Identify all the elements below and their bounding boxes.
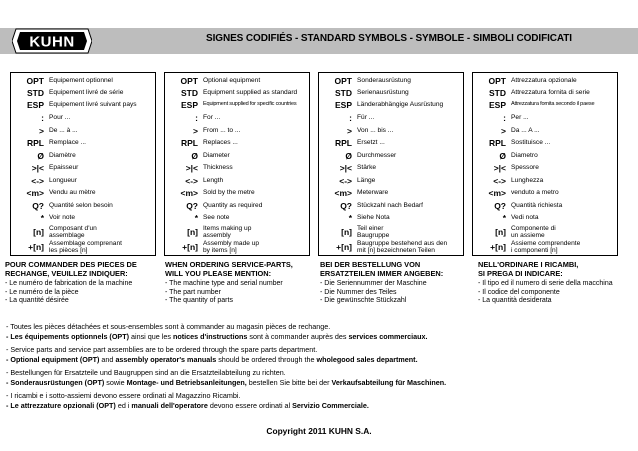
ordering-heading: WILL YOU PLEASE MENTION: xyxy=(165,269,272,278)
symbol-description: Assemblage comprenant les pièces [n] xyxy=(49,240,122,255)
symbol-row xyxy=(473,163,617,173)
symbol-description: Items making up assembly xyxy=(203,225,252,240)
symbol-row xyxy=(319,188,463,198)
symbol-code: RPL xyxy=(27,138,44,148)
symbol-code: : xyxy=(195,113,198,123)
symbol-row xyxy=(11,113,155,123)
symbol-row xyxy=(165,151,309,161)
symbol-description: Longueur xyxy=(49,177,77,185)
ordering-fr xyxy=(5,260,157,306)
ordering-it xyxy=(478,260,630,306)
symbol-description: Componente di un assieme xyxy=(511,225,556,240)
symbol-row xyxy=(319,213,463,223)
symbol-description: Equipement livré de série xyxy=(49,89,124,97)
symbol-code: Ø xyxy=(499,151,506,161)
symbol-row xyxy=(11,188,155,198)
symbol-row xyxy=(473,138,617,148)
symbol-row xyxy=(165,213,309,223)
symbol-code: RPL xyxy=(335,138,352,148)
symbol-row xyxy=(319,88,463,98)
symbol-row xyxy=(473,225,617,240)
symbol-row xyxy=(473,126,617,136)
symbol-description: Epaisseur xyxy=(49,164,79,172)
note-en xyxy=(6,345,632,364)
symbol-description: De ... à ... xyxy=(49,127,78,135)
symbol-code: Q? xyxy=(494,201,506,211)
symbol-code: <m> xyxy=(334,188,352,198)
symbol-code: > xyxy=(193,126,198,136)
symbol-description: Quantity as required xyxy=(203,202,263,210)
symbol-code: OPT xyxy=(180,76,198,86)
symbol-row xyxy=(11,76,155,86)
symbols-box-it xyxy=(472,72,618,256)
symbol-code: Ø xyxy=(345,151,352,161)
symbol-description: Lunghezza xyxy=(511,177,544,185)
symbol-description: Equipement optionnel xyxy=(49,77,113,85)
symbol-code: Ø xyxy=(191,151,198,161)
symbol-code: : xyxy=(349,113,352,123)
symbol-description: Für ... xyxy=(357,114,375,122)
symbol-row xyxy=(473,151,617,161)
symbol-code: [n] xyxy=(495,227,506,238)
symbol-row xyxy=(11,176,155,186)
symbol-row xyxy=(165,76,309,86)
symbol-description: For ... xyxy=(203,114,221,122)
symbol-description: Durchmesser xyxy=(357,152,397,160)
symbol-code: > xyxy=(39,126,44,136)
symbol-description: Diamètre xyxy=(49,152,76,160)
symbol-row xyxy=(11,100,155,110)
symbol-description: Ersetzt ... xyxy=(357,139,385,147)
symbol-description: Diametro xyxy=(511,152,538,160)
symbol-row xyxy=(11,88,155,98)
copyright: Copyright 2011 KUHN S.A. xyxy=(266,426,372,436)
symbol-row xyxy=(473,76,617,86)
symbol-row xyxy=(165,176,309,186)
symbol-row xyxy=(11,201,155,211)
symbol-code: <-> xyxy=(31,176,44,186)
symbol-description: Quantità richiesta xyxy=(511,202,563,210)
symbol-description: Baugruppe bestehend aus den mit [n] bezeichneten Teilen xyxy=(357,240,448,255)
symbol-code: <m> xyxy=(180,188,198,198)
symbol-row xyxy=(165,225,309,240)
symbol-description: Länderabhängige Ausrüstung xyxy=(357,101,444,109)
symbol-row xyxy=(473,213,617,223)
symbol-code: Q? xyxy=(340,201,352,211)
symbol-description: Serienausrüstung xyxy=(357,89,409,97)
symbol-code: [n] xyxy=(33,227,44,238)
ordering-item: - Le numéro de la pièce xyxy=(5,288,79,296)
symbol-code: STD xyxy=(27,88,44,98)
symbol-description: Stärke xyxy=(357,164,377,172)
symbol-description: Teil einer Baugruppe xyxy=(357,225,390,240)
symbol-description: From ... to ... xyxy=(203,127,241,135)
symbol-row xyxy=(319,126,463,136)
symbol-row xyxy=(319,138,463,148)
symbol-code: >|< xyxy=(185,163,198,173)
ordering-en xyxy=(165,260,317,306)
ordering-heading: RECHANGE, VEUILLEZ INDIQUER: xyxy=(5,269,128,278)
symbol-description: Siehe Nota xyxy=(357,214,390,222)
note-line: - Le attrezzature opzionali (OPT) ed i manuali dell'operatore devono essere ordinati al Servizio Commerciale. xyxy=(6,400,369,410)
ordering-heading: NELL'ORDINARE I RICAMBI, xyxy=(478,260,579,269)
symbol-code: Q? xyxy=(186,201,198,211)
symbol-row xyxy=(319,100,463,110)
symbol-row xyxy=(319,225,463,240)
symbol-code: [n] xyxy=(187,227,198,238)
symbol-code: STD xyxy=(335,88,352,98)
symbol-description: Sonderausrüstung xyxy=(357,77,411,85)
ordering-item: - Il codice del componente xyxy=(478,288,560,296)
note-line: - I ricambi e i sotto-assiemi devono essere ordinati al Magazzino Ricambi. xyxy=(6,391,241,400)
symbol-row xyxy=(11,151,155,161)
symbol-description: Length xyxy=(203,177,224,185)
symbol-row xyxy=(11,138,155,148)
symbol-code: <-> xyxy=(185,176,198,186)
ordering-item: - La quantité désirée xyxy=(5,297,69,305)
note-line: - Sonderausrüstungen (OPT) sowie Montage- und Betriebsanleitungen, bestellen Sie bitte bei der Verkaufsabteilung für Maschinen. xyxy=(6,377,447,387)
symbol-code: >|< xyxy=(339,163,352,173)
symbol-description: Meterware xyxy=(357,189,389,197)
symbol-description: Sold by the metre xyxy=(203,189,255,197)
symbol-code: ESP xyxy=(180,100,198,110)
ordering-item: - Die Nummer des Teiles xyxy=(320,288,397,296)
symbol-description: Attrezzatura fornita di serie xyxy=(511,89,590,97)
symbol-description: Attrezzatura fornita secondo il paese xyxy=(511,101,595,108)
symbol-description: Stückzahl nach Bedarf xyxy=(357,202,423,210)
ordering-heading: POUR COMMANDER DES PIECES DE xyxy=(5,260,137,269)
note-line: - Bestellungen für Ersatzteile und Baugruppen sind an die Ersatzteilabteilung zu richten. xyxy=(6,368,286,377)
symbol-row xyxy=(319,176,463,186)
symbol-code: STD xyxy=(181,88,198,98)
symbol-row xyxy=(473,240,617,255)
note-line: - Service parts and service part assemblies are to be ordered through the spare parts department. xyxy=(6,345,318,354)
symbol-code: * xyxy=(40,213,44,223)
symbol-description: Diameter xyxy=(203,152,230,160)
symbol-row xyxy=(473,188,617,198)
symbol-code: ESP xyxy=(488,100,506,110)
symbol-code: RPL xyxy=(489,138,506,148)
symbol-description: Remplace ... xyxy=(49,139,87,147)
ordering-heading: SI PREGA DI INDICARE: xyxy=(478,269,563,278)
ordering-item: - Le numéro de fabrication de la machine xyxy=(5,280,133,287)
ordering-heading: ERSATZTEILEN IMMER ANGEBEN: xyxy=(320,269,444,278)
symbol-row xyxy=(11,240,155,255)
symbol-description: Assembly made up by items [n] xyxy=(203,240,260,255)
symbol-description: Replaces ... xyxy=(203,139,238,147)
ordering-item: - Die gewünschte Stückzahl xyxy=(320,297,407,305)
symbol-description: Pour ... xyxy=(49,114,71,122)
symbol-code: RPL xyxy=(181,138,198,148)
symbol-row xyxy=(319,240,463,255)
symbol-code: <m> xyxy=(488,188,506,198)
symbol-row xyxy=(319,151,463,161)
ordering-item: - The machine type and serial number xyxy=(165,280,283,287)
symbol-code: * xyxy=(348,213,352,223)
symbol-description: Sostituisce ... xyxy=(511,139,551,147)
symbol-code: <-> xyxy=(339,176,352,186)
symbol-row xyxy=(11,163,155,173)
symbol-description: Equipment supplied for specific countries xyxy=(203,101,297,108)
symbol-code: +[n] xyxy=(336,242,352,253)
symbol-description: Per ... xyxy=(511,114,529,122)
symbol-row xyxy=(473,100,617,110)
symbol-row xyxy=(165,188,309,198)
symbol-row xyxy=(319,163,463,173)
symbol-code: ESP xyxy=(334,100,352,110)
symbol-code: <m> xyxy=(26,188,44,198)
symbols-box-en xyxy=(164,72,310,256)
ordering-item: - The part number xyxy=(165,288,221,296)
ordering-item: - La quantità desiderata xyxy=(478,297,552,305)
symbol-code: +[n] xyxy=(28,242,44,253)
symbol-code: * xyxy=(502,213,506,223)
symbol-description: Da ... A ... xyxy=(511,127,540,135)
note-line: - Toutes les pièces détachées et sous-ensembles sont à commander au magasin pièces de rechange. xyxy=(6,322,331,331)
symbol-row xyxy=(319,76,463,86)
symbol-code: > xyxy=(347,126,352,136)
symbol-code: >|< xyxy=(31,163,44,173)
ordering-heading: BEI DER BESTELLUNG VON xyxy=(320,260,421,269)
ordering-item: - The quantity of parts xyxy=(165,297,233,305)
symbol-description: Composant d'un assemblage xyxy=(49,225,97,240)
symbol-code: OPT xyxy=(488,76,506,86)
symbol-code: Ø xyxy=(37,151,44,161)
symbol-description: Optional equipment xyxy=(203,77,261,85)
symbol-row xyxy=(165,163,309,173)
symbols-box-fr xyxy=(10,72,156,256)
note-line: - Optional equipment (OPT) and assembly operator's manuals should be ordered through the wholegood sales department. xyxy=(6,354,418,364)
symbol-code: ESP xyxy=(26,100,44,110)
symbol-row xyxy=(319,113,463,123)
symbol-row xyxy=(165,240,309,255)
symbol-description: Attrezzatura opzionale xyxy=(511,77,577,85)
symbol-description: Quantité selon besoin xyxy=(49,202,113,210)
symbol-row xyxy=(165,113,309,123)
ordering-item: - Die Seriennummer der Maschine xyxy=(320,280,427,287)
symbol-row xyxy=(473,113,617,123)
symbol-row xyxy=(165,88,309,98)
symbol-row xyxy=(11,225,155,240)
symbol-row xyxy=(473,88,617,98)
note-fr xyxy=(6,322,632,341)
symbol-code: +[n] xyxy=(182,242,198,253)
symbol-row xyxy=(165,138,309,148)
symbol-description: Länge xyxy=(357,177,376,185)
symbol-row xyxy=(473,176,617,186)
symbol-row xyxy=(319,201,463,211)
symbol-row xyxy=(11,126,155,136)
ordering-de xyxy=(320,260,472,306)
symbol-description: Thickness xyxy=(203,164,233,172)
symbol-code: > xyxy=(501,126,506,136)
note-de xyxy=(6,368,632,387)
symbol-code: * xyxy=(194,213,198,223)
page-title: SIGNES CODIFIÉS - STANDARD SYMBOLS - SYMBOLE - SIMBOLI CODIFICATI xyxy=(206,33,572,44)
symbols-box-de xyxy=(318,72,464,256)
symbol-description: Vedi nota xyxy=(511,214,539,222)
ordering-heading: WHEN ORDERING SERVICE-PARTS, xyxy=(165,260,293,269)
symbol-description: Assieme comprendente i componenti [n] xyxy=(511,240,581,255)
symbol-code: >|< xyxy=(493,163,506,173)
note-it xyxy=(6,391,632,410)
note-line: - Les équipements optionnels (OPT) ainsi que les notices d'instructions sont à commander auprès des services commerciaux. xyxy=(6,331,428,341)
symbol-code: Q? xyxy=(32,201,44,211)
symbol-description: Spessore xyxy=(511,164,539,172)
svg-text:KUHN: KUHN xyxy=(29,33,75,51)
symbol-code: STD xyxy=(489,88,506,98)
symbol-description: Vendu au mètre xyxy=(49,189,96,197)
symbol-row xyxy=(165,201,309,211)
symbol-row xyxy=(11,213,155,223)
symbol-code: +[n] xyxy=(490,242,506,253)
symbol-code: : xyxy=(41,113,44,123)
symbol-description: Von ... bis ... xyxy=(357,127,394,135)
symbol-description: Equipment supplied as standard xyxy=(203,89,298,97)
symbol-code: OPT xyxy=(26,76,44,86)
symbol-description: See note xyxy=(203,214,230,222)
symbol-code: <-> xyxy=(493,176,506,186)
symbol-code: : xyxy=(503,113,506,123)
symbol-description: Equipement livré suivant pays xyxy=(49,101,137,109)
symbol-row xyxy=(165,100,309,110)
symbol-row xyxy=(165,126,309,136)
symbol-code: [n] xyxy=(341,227,352,238)
symbol-code: OPT xyxy=(334,76,352,86)
ordering-item: - Il tipo ed il numero di serie della macchina xyxy=(478,280,613,287)
symbol-row xyxy=(473,201,617,211)
symbol-description: Voir note xyxy=(49,214,76,222)
symbol-description: venduto a metro xyxy=(511,189,559,197)
